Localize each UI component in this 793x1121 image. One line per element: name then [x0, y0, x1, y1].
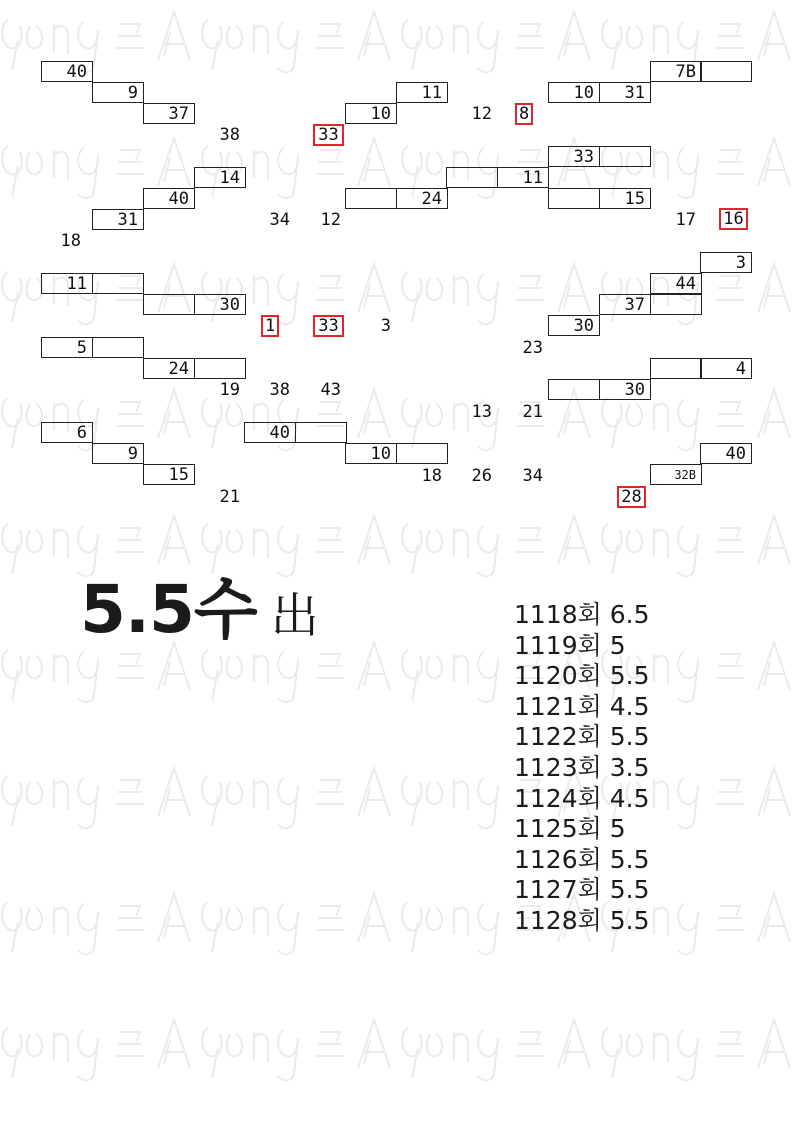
grid-box-number: 40 [725, 444, 746, 464]
grid-box-number: 7B [675, 62, 696, 82]
grid-number: 18 [421, 466, 442, 486]
round-history-item [514, 600, 650, 631]
grid-box-number: 11 [421, 83, 442, 103]
round-value: 4.5 [609, 691, 650, 721]
number-grid [0, 0, 793, 520]
grid-box-number: 37 [168, 104, 189, 124]
grid-box-number: 15 [168, 465, 189, 485]
grid-box-number: 11 [66, 274, 87, 294]
grid-box-number: 30 [219, 295, 240, 315]
highlighted-number: 33 [313, 315, 344, 337]
grid-box-number: 4 [735, 359, 746, 379]
grid-box-number: 30 [624, 380, 645, 400]
grid-box-number: 9 [127, 83, 138, 103]
grid-number: 23 [522, 338, 543, 358]
grid-number: 17 [675, 210, 696, 230]
grid-number: 19 [219, 380, 240, 400]
grid-box-number: 10 [370, 104, 391, 124]
grid-box [41, 422, 93, 443]
grid-box-number: 24 [421, 189, 442, 209]
grid-box [599, 188, 651, 209]
grid-box-number: 10 [573, 83, 594, 103]
round-value: 5.5 [609, 844, 650, 874]
round-history-item [514, 875, 650, 906]
round-history-item [514, 631, 650, 662]
grid-box [599, 146, 651, 167]
grid-box [92, 337, 144, 358]
grid-number: 21 [219, 487, 240, 507]
round-label: 1122회 [514, 722, 602, 752]
round-history-item [514, 784, 650, 815]
grid-box [650, 358, 702, 379]
grid-number: 26 [471, 466, 492, 486]
round-label: 1123회 [514, 752, 602, 782]
highlighted-number: 16 [719, 208, 748, 230]
grid-box [700, 443, 752, 464]
grid-box [345, 443, 397, 464]
grid-box [92, 209, 144, 230]
grid-box [92, 82, 144, 103]
grid-box [143, 188, 195, 209]
grid-box [194, 358, 246, 379]
round-value: 5.5 [609, 661, 650, 691]
grid-box [143, 464, 195, 485]
round-label: 1119회 [514, 630, 602, 660]
grid-box [650, 464, 702, 485]
round-label: 1125회 [514, 814, 602, 844]
grid-box-number: 40 [269, 423, 290, 443]
grid-box [548, 146, 600, 167]
highlighted-number: 1 [261, 315, 279, 337]
grid-box-number: 10 [370, 444, 391, 464]
grid-number: 13 [471, 402, 492, 422]
round-label: 1126회 [514, 844, 602, 874]
grid-box [396, 82, 448, 103]
grid-box [396, 443, 448, 464]
grid-box [548, 188, 600, 209]
round-value: 5.5 [609, 722, 650, 752]
grid-box [700, 358, 752, 379]
round-value: 6.5 [609, 600, 650, 629]
grid-number: 34 [269, 210, 290, 230]
round-history-item [514, 661, 650, 692]
grid-box-number: 33 [573, 147, 594, 167]
grid-box [599, 294, 651, 315]
headline [80, 556, 318, 651]
grid-number: 34 [522, 466, 543, 486]
grid-box-number: 15 [624, 189, 645, 209]
grid-box [599, 82, 651, 103]
grid-box [92, 273, 144, 294]
grid-box [143, 294, 195, 315]
grid-box [650, 294, 702, 315]
round-history-item [514, 753, 650, 784]
grid-box [143, 358, 195, 379]
round-value: 5 [609, 814, 626, 844]
round-label: 1127회 [514, 875, 602, 905]
round-history-item [514, 692, 650, 723]
grid-box [194, 167, 246, 188]
grid-box-number: 24 [168, 359, 189, 379]
highlighted-number: 8 [515, 103, 533, 125]
grid-box [92, 443, 144, 464]
grid-number: 18 [60, 231, 81, 251]
round-value: 3.5 [609, 752, 650, 782]
grid-box [650, 61, 702, 82]
grid-box [548, 315, 600, 336]
round-label: 1121회 [514, 691, 602, 721]
grid-box [244, 422, 296, 443]
grid-number: 38 [269, 380, 290, 400]
highlighted-number: 33 [313, 124, 344, 146]
grid-number: 38 [219, 125, 240, 145]
grid-box-number: 14 [219, 168, 240, 188]
round-value: 5 [609, 630, 626, 660]
grid-box-number: 31 [624, 83, 645, 103]
grid-box-number: 30 [573, 316, 594, 336]
grid-box [497, 167, 549, 188]
grid-number: 21 [522, 402, 543, 422]
grid-number: 43 [320, 380, 341, 400]
grid-box-number: 6 [76, 423, 87, 443]
grid-box-number: 3 [735, 253, 746, 273]
round-value: 5.5 [609, 905, 650, 935]
grid-box-number: 37 [624, 295, 645, 315]
round-label: 1128회 [514, 905, 602, 935]
grid-box-number: 32B [674, 468, 696, 482]
round-label: 1124회 [514, 783, 602, 813]
round-history-item [514, 814, 650, 845]
grid-box [599, 379, 651, 400]
grid-box [548, 379, 600, 400]
round-history-item [514, 906, 650, 937]
grid-box [295, 422, 347, 443]
grid-box-number: 11 [522, 168, 543, 188]
round-value: 4.5 [609, 783, 650, 813]
grid-box [446, 167, 498, 188]
grid-box [345, 103, 397, 124]
grid-box [700, 61, 752, 82]
grid-box-number: 31 [117, 210, 138, 230]
grid-box-number: 5 [76, 338, 87, 358]
headline-sub: 出 [270, 588, 318, 644]
round-history-item [514, 722, 650, 753]
headline-count: 5.5수 [80, 571, 257, 648]
grid-number: 3 [380, 316, 391, 336]
round-label: 1118회 [514, 600, 602, 629]
grid-box [41, 273, 93, 294]
grid-box [650, 273, 702, 294]
grid-box-number: 9 [127, 444, 138, 464]
grid-box-number: 40 [66, 62, 87, 82]
grid-box-number: 40 [168, 189, 189, 209]
grid-box [194, 294, 246, 315]
round-label: 1120회 [514, 661, 602, 691]
grid-box [41, 61, 93, 82]
grid-number: 12 [320, 210, 341, 230]
round-value: 5.5 [609, 875, 650, 905]
grid-box [396, 188, 448, 209]
highlighted-number: 28 [617, 486, 646, 508]
round-history-list [514, 600, 650, 937]
grid-box [345, 188, 397, 209]
grid-box [548, 82, 600, 103]
grid-box-number: 44 [675, 274, 696, 294]
grid-number: 12 [471, 104, 492, 124]
grid-box [41, 337, 93, 358]
round-history-item [514, 845, 650, 876]
grid-box [143, 103, 195, 124]
grid-box [700, 252, 752, 273]
